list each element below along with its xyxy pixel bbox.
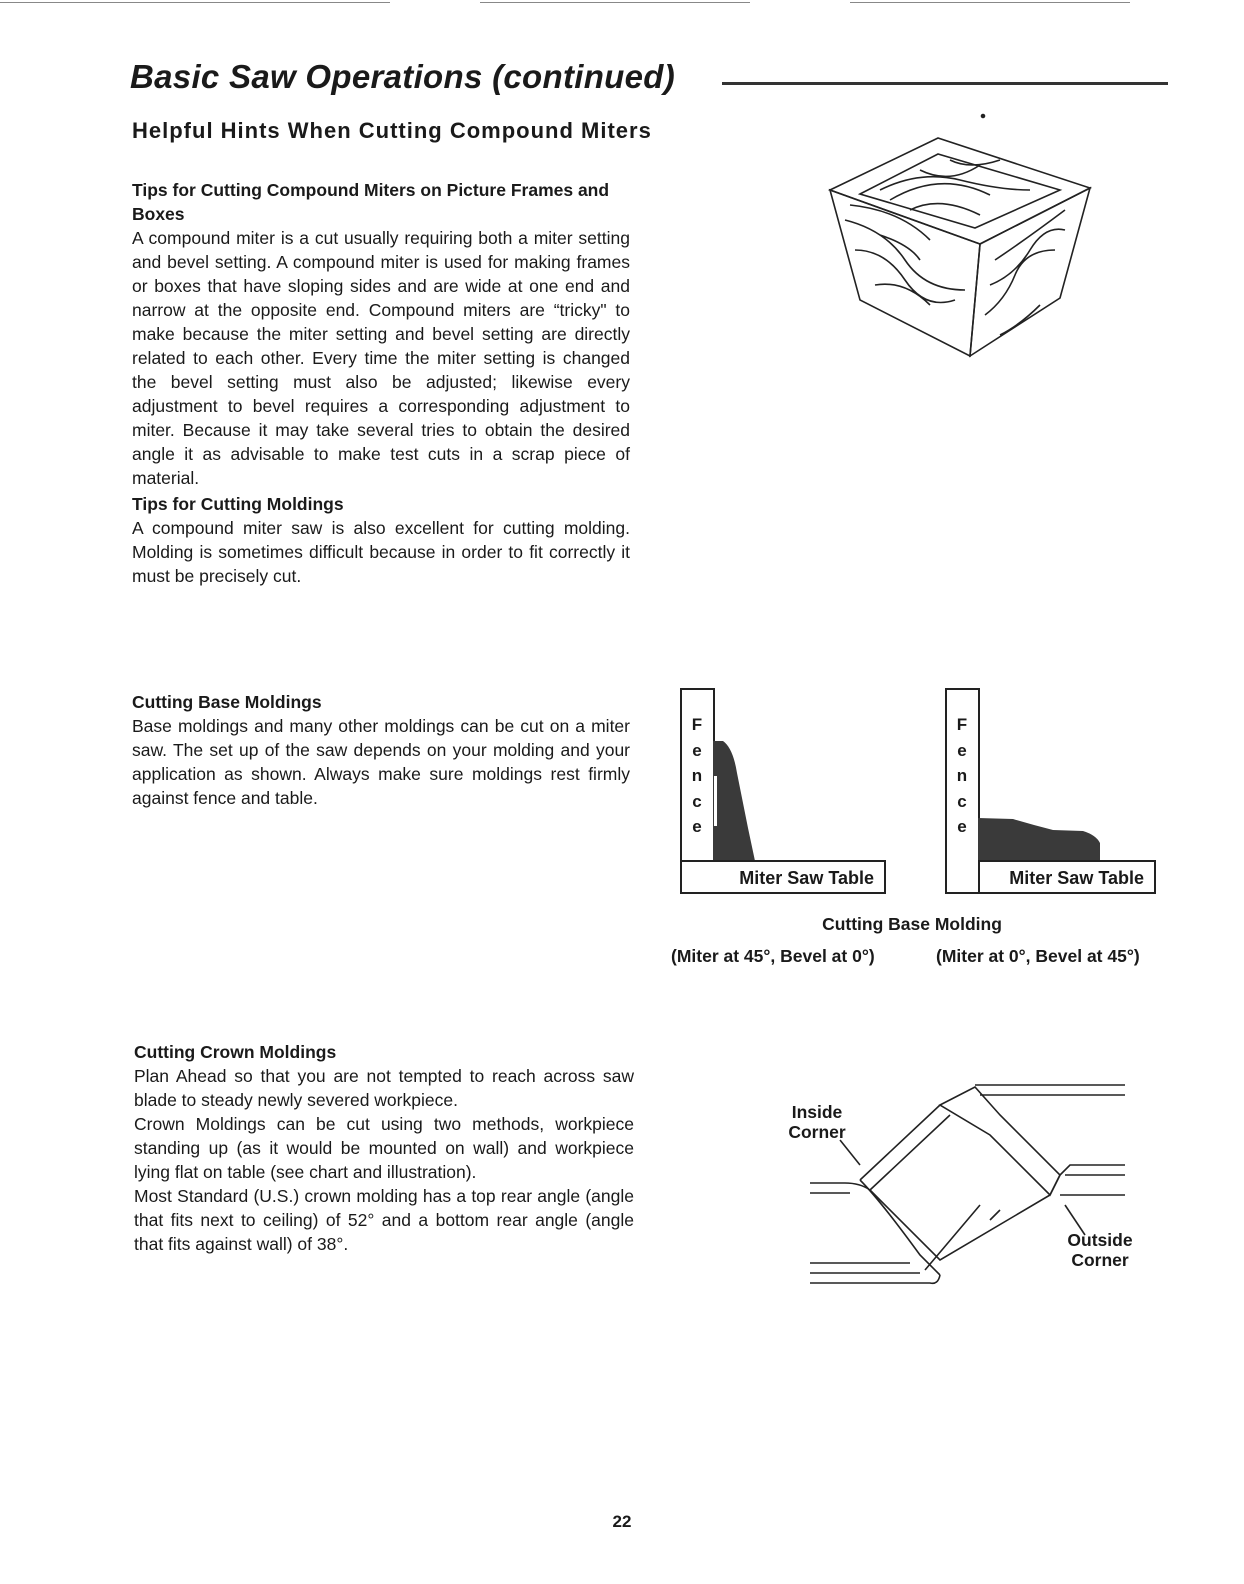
top-rule — [0, 2, 390, 3]
paragraph: Most Standard (U.S.) crown molding has a top rear angle (angle that fits next to ceiling) of 52° and a bottom rear angle (angle that fits against wall) of 38°. — [134, 1186, 634, 1254]
outside-corner-label: Outside Corner — [1067, 1230, 1133, 1270]
fence-letter: e — [692, 740, 702, 760]
fence — [945, 688, 980, 894]
fence-letter: c — [692, 791, 702, 811]
base-molding-diagram-right — [945, 688, 1157, 894]
compound-box-illustration — [820, 110, 1100, 370]
base-molding-diagram-left — [680, 688, 890, 894]
fence-letter: F — [691, 715, 703, 734]
molding-shape — [713, 688, 773, 863]
section-crown-moldings — [134, 1040, 634, 1256]
caption-left: (Miter at 45°, Bevel at 0°) — [671, 946, 875, 966]
section-compound-frames — [132, 178, 630, 588]
paragraph: Plan Ahead so that you are not tempted to reach across saw blade to steady newly severed workpiece. — [134, 1066, 634, 1110]
page-title: Basic Saw Operations (continued) — [130, 58, 676, 95]
inside-corner-label: Inside Corner — [788, 1102, 846, 1142]
fence-letter: c — [957, 791, 967, 811]
fence — [680, 688, 715, 862]
subheading: Cutting Base Moldings — [132, 692, 322, 712]
paragraph: A compound miter saw is also excellent for cutting molding. Molding is sometimes difficult because in order to fit correctly it must be precisely cut. — [132, 518, 630, 586]
title-rule — [722, 82, 1168, 85]
miter-saw-table: Miter Saw Table — [680, 860, 886, 894]
fence-label — [947, 712, 977, 840]
fence-letter: n — [956, 766, 968, 785]
paragraph: A compound miter is a cut usually requiring both a miter setting and bevel setting. A compound miter is used for making frames or boxes that have sloping sides and are wide at one end and narrow at the opposite end. Compound miters are “tricky" to make because the miter setting and bevel setting are directly related to each other. Every time the miter setting is changed the bevel setting must also be adjusted; likewise every adjustment to bevel requires a corresponding adjustment to miter. Because it may take several tries to obtain the desired angle it as advisable to make test cuts in a scrap piece of material. — [132, 228, 630, 488]
subheading: Cutting Crown Moldings — [134, 1042, 337, 1062]
molding-shape — [978, 813, 1108, 863]
miter-saw-table: Miter Saw Table — [978, 860, 1156, 894]
fence-letter: F — [956, 715, 968, 734]
fence-letter: e — [957, 740, 967, 760]
subheading: Tips for Cutting Compound Miters on Picture Frames and Boxes — [132, 180, 610, 224]
top-rule — [850, 2, 1130, 3]
page-number: 22 — [612, 1512, 632, 1531]
fence-letter: e — [957, 817, 967, 836]
section-heading: Helpful Hints When Cutting Compound Miters — [132, 118, 652, 143]
subheading: Tips for Cutting Moldings — [132, 494, 344, 514]
fence-letter: e — [692, 817, 702, 836]
caption-right: (Miter at 0°, Bevel at 45°) — [936, 946, 1140, 966]
fence-letter: n — [691, 766, 703, 785]
paragraph: Crown Moldings can be cut using two methods, workpiece standing up (as it would be mounted on wall) and workpiece lying flat on table (see chart and illustration). — [134, 1114, 634, 1182]
section-base-moldings — [132, 690, 630, 810]
fence-label — [682, 712, 712, 840]
paragraph: Base moldings and many other moldings can be cut on a miter saw. The set up of the saw depends on your molding and your application as shown. Always make sure moldings rest firmly against fence and table. — [132, 716, 630, 808]
top-rule — [480, 2, 750, 3]
figure-caption: Cutting Base Molding — [822, 914, 1002, 934]
